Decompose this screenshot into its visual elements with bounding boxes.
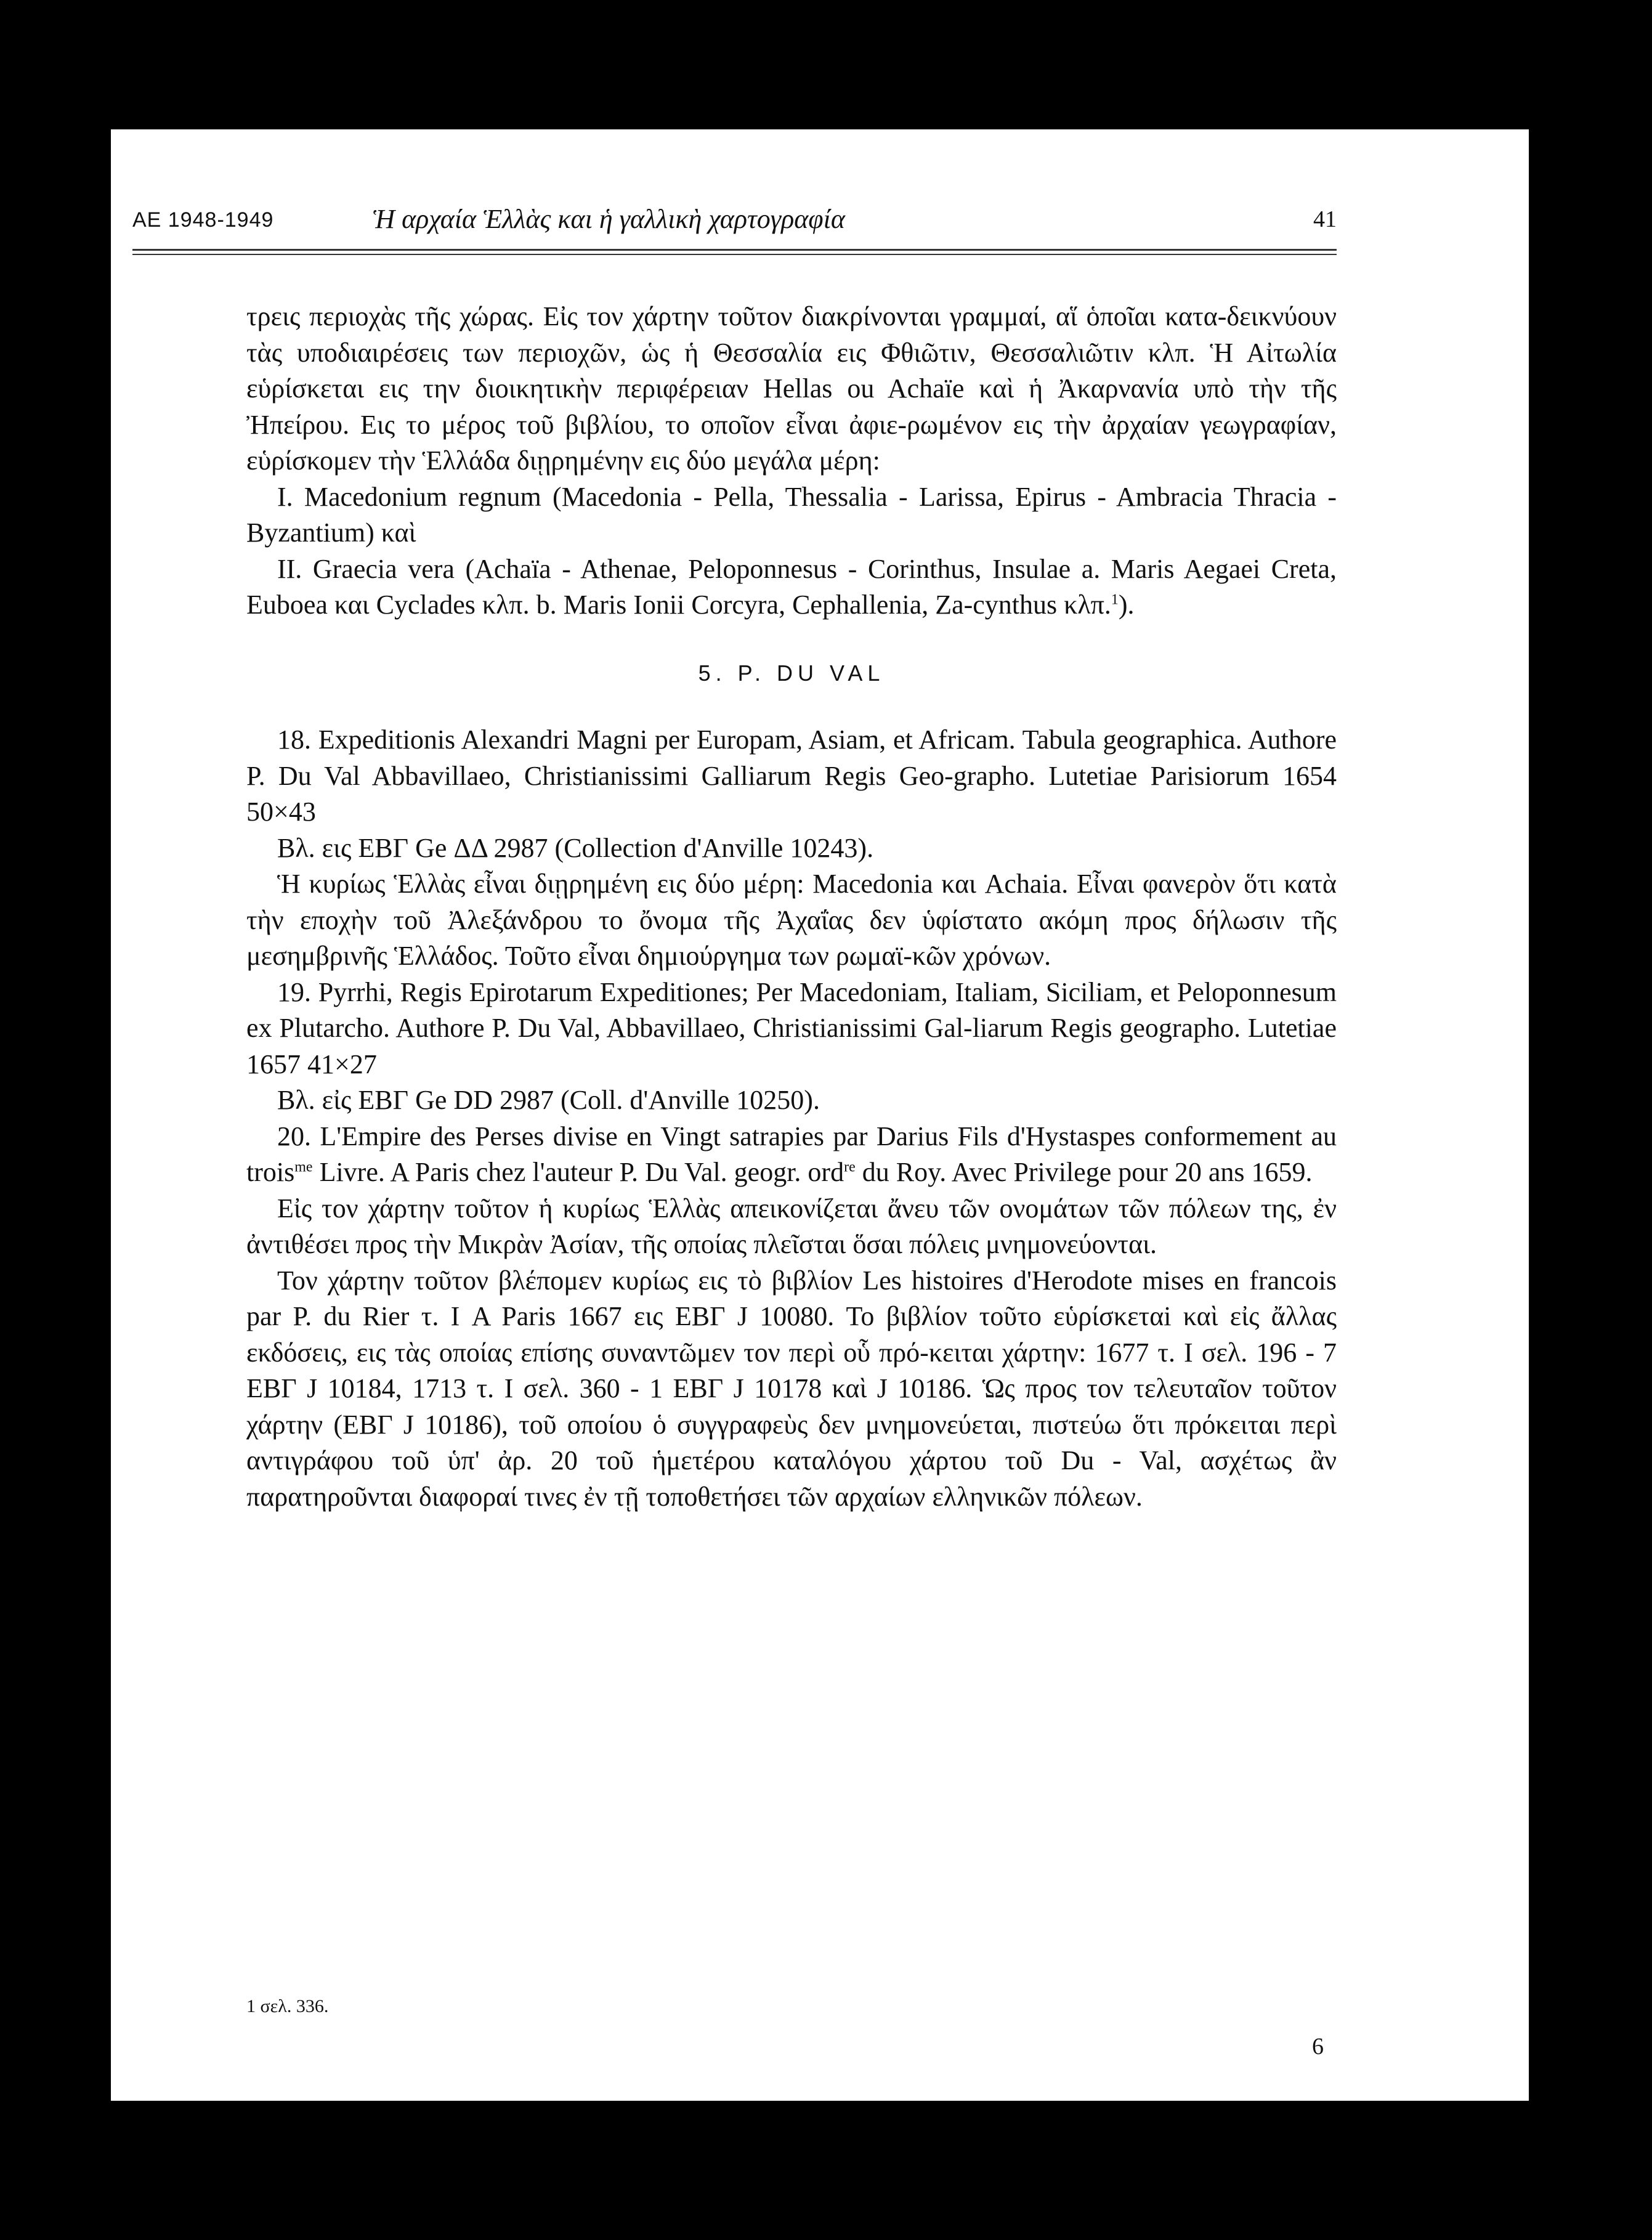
text-run: ). [1118,590,1135,620]
paragraph: Βλ. εις ΕΒΓ Ge ΔΔ 2987 (Collection d'Anville 10243). [277,832,874,863]
paragraph: Εἰς τον χάρτην τοῦτον ἡ κυρίως Ἑλλὰς απεικονίζεται ἄνευ τῶν ονομάτων τῶν πόλεων της, ἐν ἀντιθέσει προς τὴν Μικρὰν Ἀσίαν, τῆς οποίας πλεῖσται ὅσαι πόλεις μνημονεύονται. [246,1193,1337,1259]
paragraph: Βλ. εἰς ΕΒΓ Ge DD 2987 (Coll. d'Anville 10250). [277,1085,820,1115]
paragraph: τρεις περιοχὰς τῆς χώρας. Εἰς τον χάρτην τοῦτον διακρίνονται γραμμαί, αἵ ὁποῖαι κατα-δεικνύουν τὰς υποδιαιρέσεις των περιοχῶν, ὡς ἡ Θεσσαλία εις Φθιῶτιν, Θεσσαλιῶτιν κλπ. Ἡ Αἰτωλία εὑρίσκεται εις την διοικητικὴν περιφέρειαν Hellas ou Achaïe καὶ ἡ Ἀκαρνανία υπὸ τὴν τῆς Ἠπείρου. Εις το μέρος τοῦ βιβλίου, το οποῖον εἶναι ἀφιε-ρωμένον εις τὴν ἀρχαίαν γεωγραφίαν, εὑρίσκομεν τὴν Ἑλλάδα διῃρημένην εις δύο μεγάλα μέρη: [246,301,1337,476]
text-run: II. Graecia vera (Achaïa - Athenae, Peloponnesus - Corinthus, Insulae a. Maris Aegaei Creta, Euboea και Cyclades κλπ. b. Maris Ionii Corcyra, Cephallenia, Za-cynthus κλπ. [246,553,1337,620]
superscript: me [294,1159,313,1175]
footnote: 1 σελ. 336. [246,1996,329,2016]
text-run: du Roy. Avec Privilege pour 20 ans 1659. [855,1157,1313,1187]
superscript: re [844,1159,856,1175]
section-heading: 5. P. DU VAL [698,660,885,686]
paragraph: I. Macedonium regnum (Macedonia - Pella, Thessalia - Larissa, Epirus - Ambracia Thracia - Byzantium) καὶ [246,481,1337,548]
header-rule-thin [132,254,1337,255]
paragraph: 19. Pyrrhi, Regis Epirotarum Expeditiones; Per Macedoniam, Italiam, Siciliam, et Peloponnesum ex Plutarcho. Authore P. Du Val, Abbavillaeo, Christianissimi Gal-liarum Regis geographo. Lutetiae 1657 41×27 [246,976,1337,1079]
header-rule [132,249,1337,251]
paragraph: Τον χάρτην τοῦτον βλέπομεν κυρίως εις τὸ βιβλίον Les histoires d'Herodote mises en francois par P. du Rier τ. Ι A Paris 1667 εις ΕΒΓ J 10080. Το βιβλίον τοῦτο εὑρίσκεταi καὶ εἰς ἄλλας εκδόσεις, εις τὰς οποίας επίσης συναντῶμεν τον περὶ οὗ πρό-κειται χάρτην: 1677 τ. Ι σελ. 196 - 7 ΕΒΓ J 10184, 1713 τ. Ι σελ. 360 - 1 ΕΒΓ J 10178 καὶ J 10186. Ὡς προς τον τελευταῖον τοῦτον χάρτην (ΕΒΓ J 10186), τοῦ οποίου ὁ συγγραφεὺς δεν μνημονεύεται, πιστεύω ὅτι πρόκειται περὶ αντιγράφου τοῦ ὑπ' ἀρ. 20 τοῦ ἡμετέρου καταλόγου χάρτου τοῦ Du - Val, ασχέτως ἂν παρατηροῦνται διαφοραί τινες ἐν τῇ τοποθετήσει τῶν αρχαίων ελληνικῶν πόλεων. [246,1265,1337,1512]
footnote-marker: 1 [1111,591,1119,608]
paragraph [246,1119,1337,1191]
journal-ref: ΑΕ 1948-1949 [132,208,274,232]
page-number: 41 [1313,206,1337,232]
paragraph: 18. Expeditionis Alexandri Magni per Europam, Asiam, et Africam. Tabula geographica. Authore P. Du Val Abbavillaeo, Christianissimi Galliarum Regis Geo-grapho. Lutetiae Parisiorum 1654 50×43 [246,724,1337,827]
paragraph: Ἡ κυρίως Ἑλλὰς εἶναι διῃρημένη εις δύο μέρη: Macedonia και Achaia. Εἶναι φανερὸν ὅτι κατὰ τὴν εποχὴν τοῦ Ἀλεξάνδρου το ὄνομα τῆς Ἀχαΐας δεν ὑφίστατο ακόμη προς δήλωσιν τῆς μεσημβρινῆς Ἑλλάδος. Τοῦτο εἶναι δημιούργημα των ρωμαϊ-κῶν χρόνων. [246,869,1337,971]
text-run: 20. L'Empire des Perses divise en Vingt satrapies par Darius Fils d'Hystaspes conformement au trois [246,1121,1337,1187]
running-head [132,203,1337,246]
signature-mark: 6 [1312,2034,1324,2059]
body-text [246,299,1337,1515]
text-run: Livre. A Paris chez l'auteur P. Du Val. geogr. ord [312,1157,844,1187]
running-title: Ἡ αρχαία Ἑλλὰς και ἡ γαλλικὴ χαρτογραφία [373,204,845,234]
paragraph [246,551,1337,623]
